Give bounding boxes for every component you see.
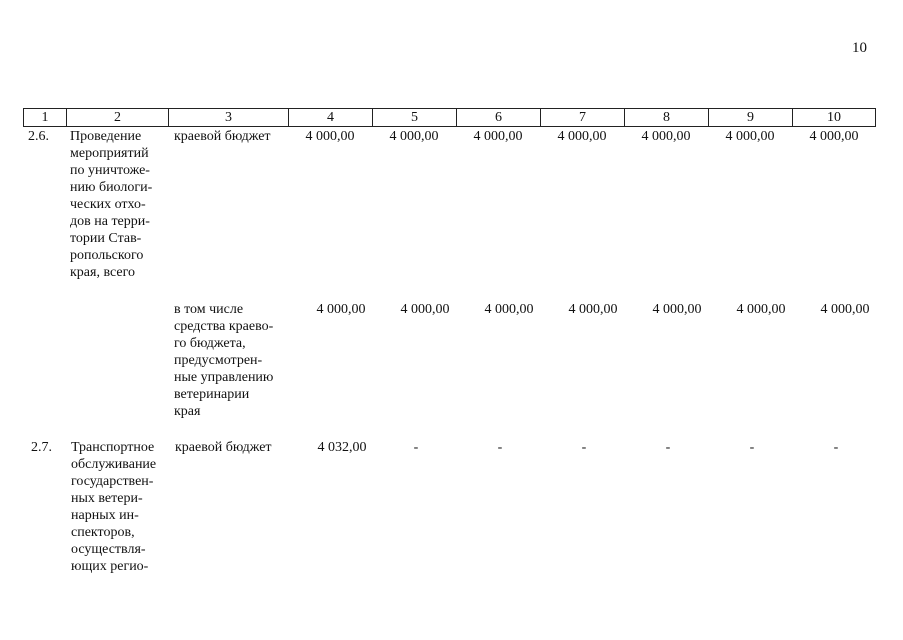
row-source: краевой бюджет [175,440,272,455]
name-line: Проведение [70,129,142,144]
name-line: нарных ин- [71,508,139,523]
source-line: средства краево- [174,319,274,334]
source-line: ветеринарии [174,387,250,402]
name-line: тории Став- [70,231,142,246]
header-cell-9: 9 [709,109,793,126]
row-name [71,439,163,575]
value-cell: 4 000,00 [809,129,859,144]
row-name [70,128,163,281]
value-cell: 4 032,00 [317,440,367,455]
name-line: спекторов, [71,525,135,540]
value-cell: 4 000,00 [305,129,355,144]
row-code: 2.6. [28,129,49,144]
header-cell-2: 2 [67,109,169,126]
row-source [174,301,284,420]
name-line: Транспортное [71,440,155,455]
value-cell: 4 000,00 [316,302,366,317]
name-line: государствен- [71,474,154,489]
source-line: края [174,404,201,419]
table-header-row [23,108,876,127]
name-line: ческих отхо- [70,197,146,212]
source-line: предусмотрен- [174,353,263,368]
source-line: го бюджета, [174,336,246,351]
page-number: 10 [852,40,867,56]
value-cell: 4 000,00 [389,129,439,144]
name-line: дов на терри- [70,214,150,229]
header-cell-1: 1 [24,109,67,126]
header-cell-5: 5 [373,109,457,126]
name-line: ропольского [70,248,144,263]
value-cell: - [665,440,671,455]
name-line: осуществля- [71,542,146,557]
value-cell: 4 000,00 [641,129,691,144]
row-source: краевой бюджет [174,129,271,144]
source-line: в том числе [174,302,244,317]
value-cell: - [581,440,587,455]
value-cell: - [833,440,839,455]
name-line: края, всего [70,265,135,280]
row-code: 2.7. [31,440,52,455]
name-line: нию биологи- [70,180,153,195]
value-cell: - [749,440,755,455]
name-line: мероприятий [70,146,149,161]
value-cell: 4 000,00 [652,302,702,317]
value-cell: 4 000,00 [736,302,786,317]
value-cell: 4 000,00 [725,129,775,144]
value-cell: 4 000,00 [473,129,523,144]
source-line: ные управлению [174,370,274,385]
value-cell: 4 000,00 [400,302,450,317]
header-cell-3: 3 [169,109,289,126]
header-cell-8: 8 [625,109,709,126]
value-cell: - [497,440,503,455]
value-cell: 4 000,00 [568,302,618,317]
value-cell: 4 000,00 [820,302,870,317]
header-cell-10: 10 [793,109,876,126]
name-line: по уничтоже- [70,163,150,178]
name-line: ющих регио- [71,559,149,574]
value-cell: 4 000,00 [484,302,534,317]
header-cell-7: 7 [541,109,625,126]
value-cell: - [413,440,419,455]
name-line: ных ветери- [71,491,143,506]
value-cell: 4 000,00 [557,129,607,144]
header-cell-4: 4 [289,109,373,126]
name-line: обслуживание [71,457,157,472]
header-cell-6: 6 [457,109,541,126]
